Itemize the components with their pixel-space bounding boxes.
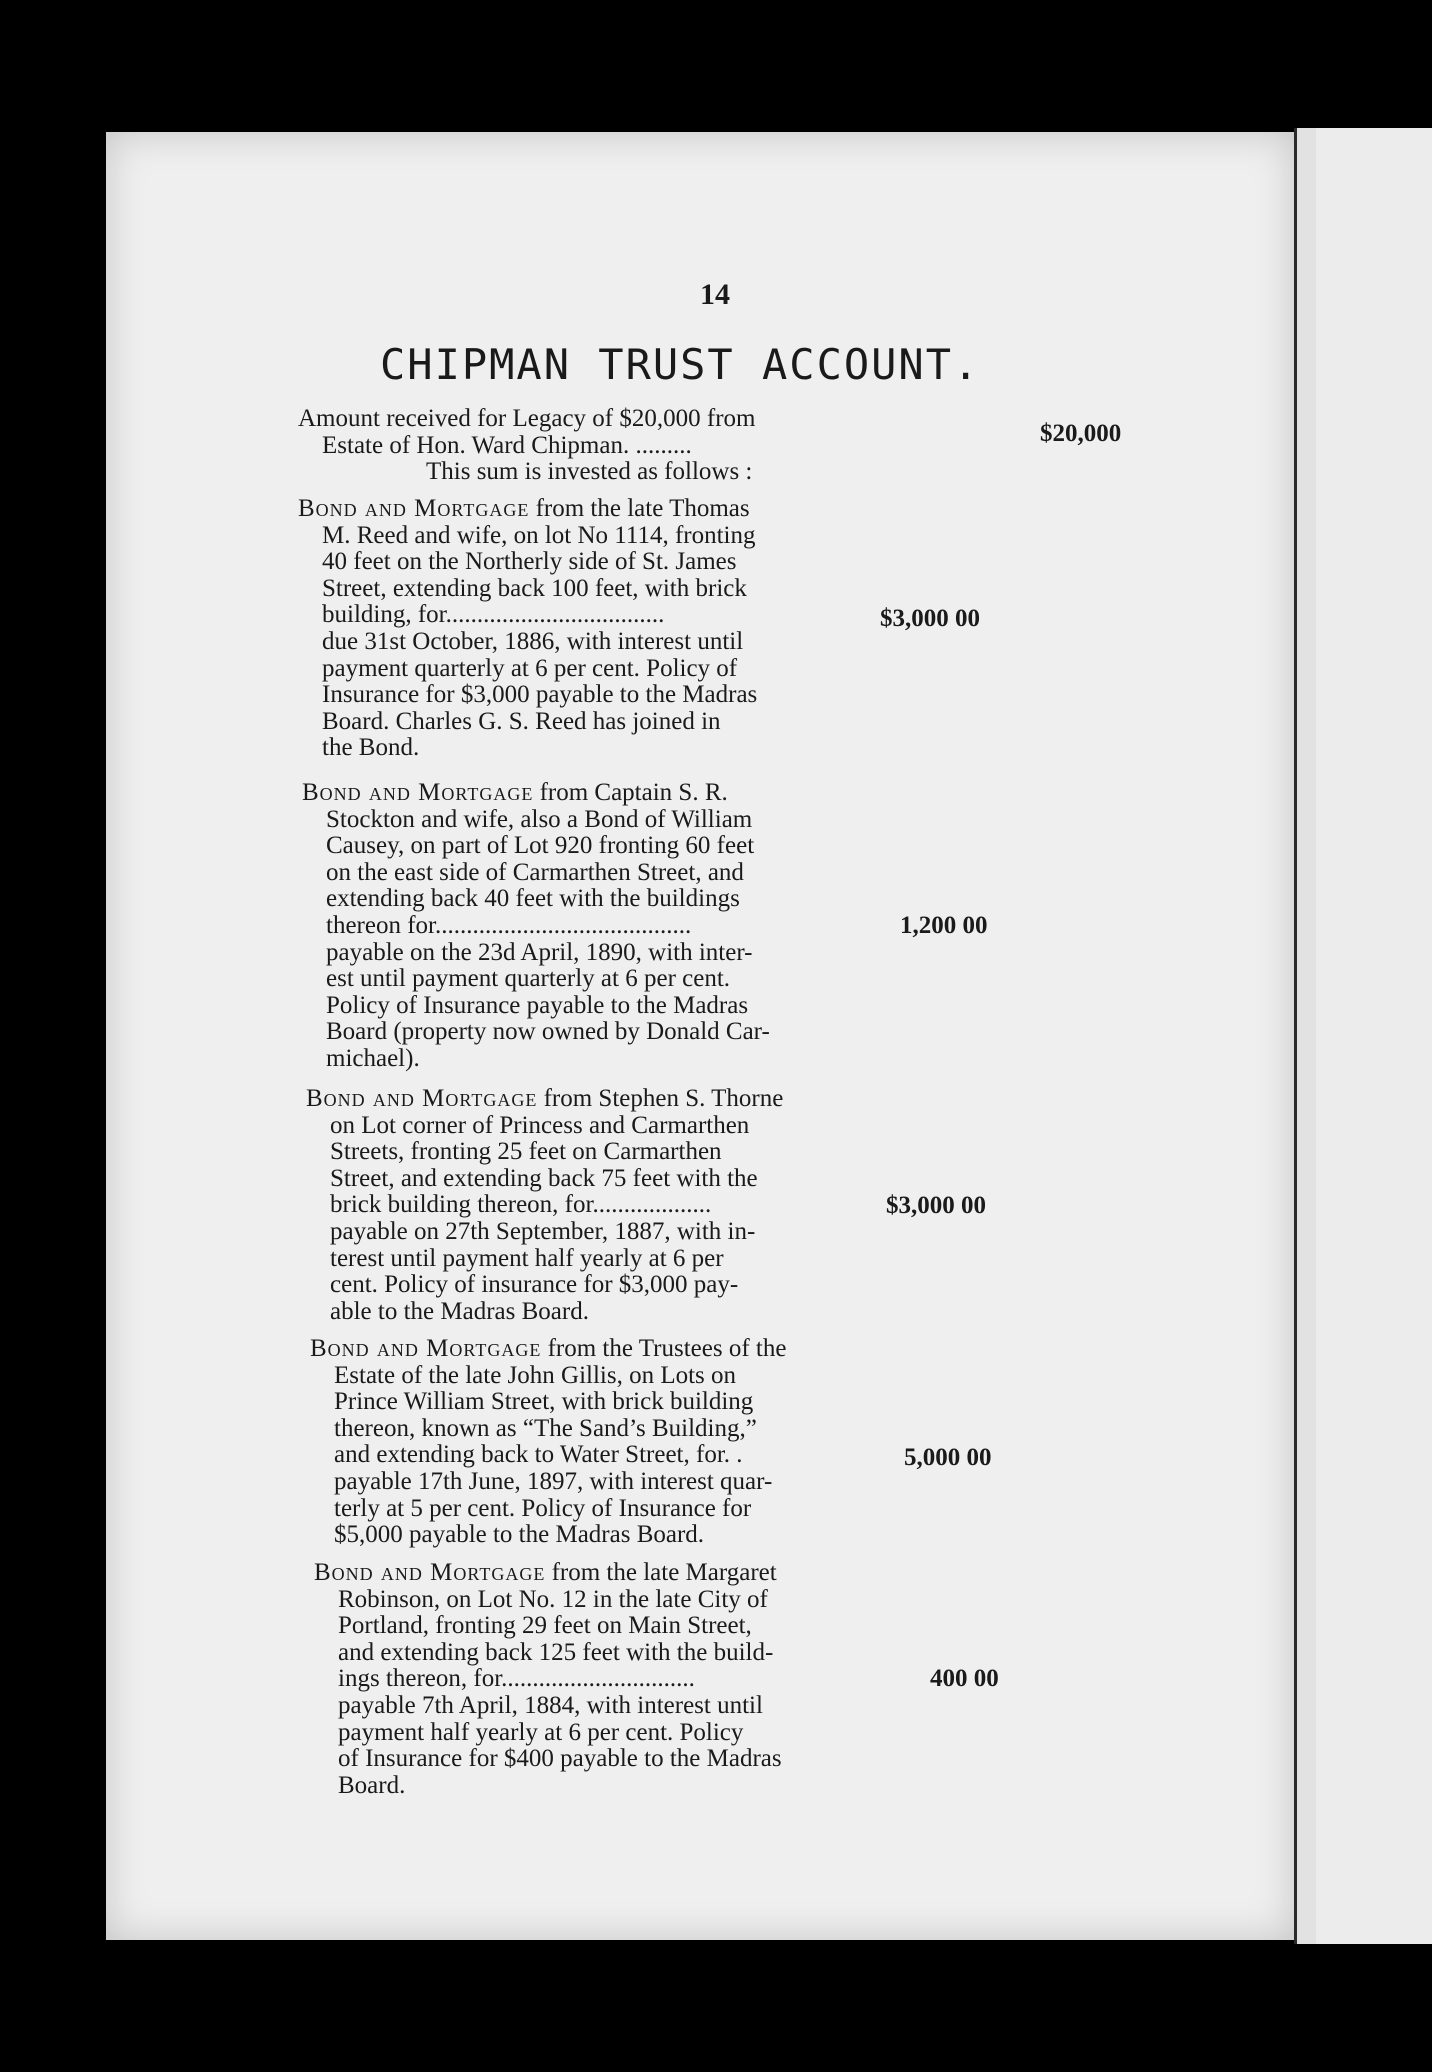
- entry-2-line-5: extending back 40 feet with the buildings: [326, 885, 740, 913]
- entry-2-heading: Bond and Mortgage: [302, 779, 534, 806]
- entry-3-line-1: from Stephen S. Thorne: [537, 1085, 784, 1112]
- entry-5-line-3: Portland, fronting 29 feet on Main Street,: [338, 1612, 752, 1640]
- entry-4: [310, 1336, 786, 1549]
- entry-5-heading: Bond and Mortgage: [314, 1559, 546, 1586]
- entry-2-line-11: michael).: [326, 1044, 420, 1072]
- page-title: CHIPMAN TRUST ACCOUNT.: [380, 340, 981, 389]
- entry-1-amount: $3,000 00: [880, 605, 980, 632]
- entry-4-line-8: $5,000 payable to the Madras Board.: [334, 1521, 705, 1549]
- entry-1-line-9: Board. Charles G. S. Reed has joined in: [322, 707, 721, 735]
- entry-3-line-7: terest until payment half yearly at 6 per: [330, 1244, 724, 1272]
- entry-3: [306, 1086, 783, 1325]
- entry-4-heading: Bond and Mortgage: [310, 1335, 542, 1362]
- entry-3-line-3: Streets, fronting 25 feet on Carmarthen: [330, 1138, 722, 1166]
- entry-1: [298, 496, 757, 762]
- entry-2: [302, 780, 770, 1073]
- entry-4-line-3: Prince William Street, with brick building: [334, 1388, 754, 1416]
- intro-line-2: Estate of Hon. Ward Chipman. .........: [322, 431, 692, 459]
- entry-3-line-9: able to the Madras Board.: [330, 1297, 589, 1325]
- entry-2-line-1: from Captain S. R.: [533, 779, 728, 806]
- entry-2-line-6: thereon for.........................................: [326, 911, 692, 939]
- intro-follows: This sum is invested as follows :: [426, 458, 753, 486]
- entry-2-line-3: Causey, on part of Lot 920 fronting 60 feet: [326, 832, 755, 860]
- entry-1-line-7: payment quarterly at 6 per cent. Policy of: [322, 654, 738, 682]
- entry-1-line-3: 40 feet on the Northerly side of St. James: [322, 548, 737, 576]
- entry-4-line-2: Estate of the late John Gillis, on Lots on: [334, 1361, 737, 1389]
- entry-3-amount: $3,000 00: [886, 1192, 986, 1219]
- entry-5-line-5: ings thereon, for...............................: [338, 1665, 695, 1693]
- entry-3-line-2: on Lot corner of Princess and Carmarthen: [330, 1111, 750, 1139]
- entry-1-line-5: building, for...................................: [322, 601, 665, 629]
- entry-2-line-4: on the east side of Carmarthen Street, and: [326, 858, 744, 886]
- entry-1-line-10: the Bond.: [322, 734, 420, 762]
- entry-1-line-6: due 31st October, 1886, with interest until: [322, 627, 744, 655]
- entry-5-line-6: payable 7th April, 1884, with interest until: [338, 1691, 763, 1719]
- intro-amount: $20,000: [1040, 420, 1122, 447]
- entry-2-line-8: est until payment quarterly at 6 per cent.: [326, 965, 731, 993]
- entry-3-line-6: payable on 27th September, 1887, with in-: [330, 1217, 756, 1245]
- entry-5-amount: 400 00: [930, 1665, 999, 1692]
- entry-5-line-9: Board.: [338, 1771, 406, 1799]
- entry-1-line-8: Insurance for $3,000 payable to the Madras: [322, 681, 758, 709]
- page-number: 14: [700, 278, 730, 311]
- entry-2-line-10: Board (property now owned by Donald Car-: [326, 1018, 770, 1046]
- entry-4-line-5: and extending back to Water Street, for. .: [334, 1441, 743, 1469]
- entry-4-line-4: thereon, known as “The Sand’s Building,”: [334, 1414, 757, 1442]
- entry-1-line-1: from the late Thomas: [529, 495, 750, 522]
- intro-block: [298, 406, 755, 486]
- entry-2-line-9: Policy of Insurance payable to the Madras: [326, 991, 749, 1019]
- entry-1-line-2: M. Reed and wife, on lot No 1114, fronting: [322, 521, 756, 549]
- entry-2-line-2: Stockton and wife, also a Bond of William: [326, 805, 753, 833]
- entry-5-line-8: of Insurance for $400 payable to the Madras: [338, 1745, 782, 1773]
- intro-line-1: Amount received for Legacy of $20,000 from: [298, 405, 756, 432]
- entry-5-line-7: payment half yearly at 6 per cent. Policy: [338, 1718, 744, 1746]
- entry-5-line-1: from the late Margaret: [545, 1559, 777, 1586]
- entry-3-heading: Bond and Mortgage: [306, 1085, 538, 1112]
- entry-5-line-2: Robinson, on Lot No. 12 in the late City of: [338, 1585, 768, 1613]
- entry-3-line-5: brick building thereon, for...................: [330, 1191, 712, 1219]
- entry-1-heading: Bond and Mortgage: [298, 495, 530, 522]
- entry-3-line-8: cent. Policy of insurance for $3,000 pay-: [330, 1271, 739, 1299]
- entry-4-line-6: payable 17th June, 1897, with interest quar-: [334, 1467, 773, 1495]
- entry-4-line-1: from the Trustees of the: [541, 1335, 787, 1362]
- entry-4-amount: 5,000 00: [904, 1444, 992, 1471]
- entry-2-line-7: payable on the 23d April, 1890, with inter-: [326, 938, 753, 966]
- adjacent-page: [1316, 128, 1432, 1944]
- entry-5: [314, 1560, 782, 1799]
- entry-3-line-4: Street, and extending back 75 feet with the: [330, 1164, 758, 1192]
- entry-2-amount: 1,200 00: [900, 912, 988, 939]
- entry-1-line-4: Street, extending back 100 feet, with brick: [322, 574, 747, 602]
- entry-4-line-7: terly at 5 per cent. Policy of Insurance for: [334, 1494, 752, 1522]
- entry-5-line-4: and extending back 125 feet with the build-: [338, 1638, 774, 1666]
